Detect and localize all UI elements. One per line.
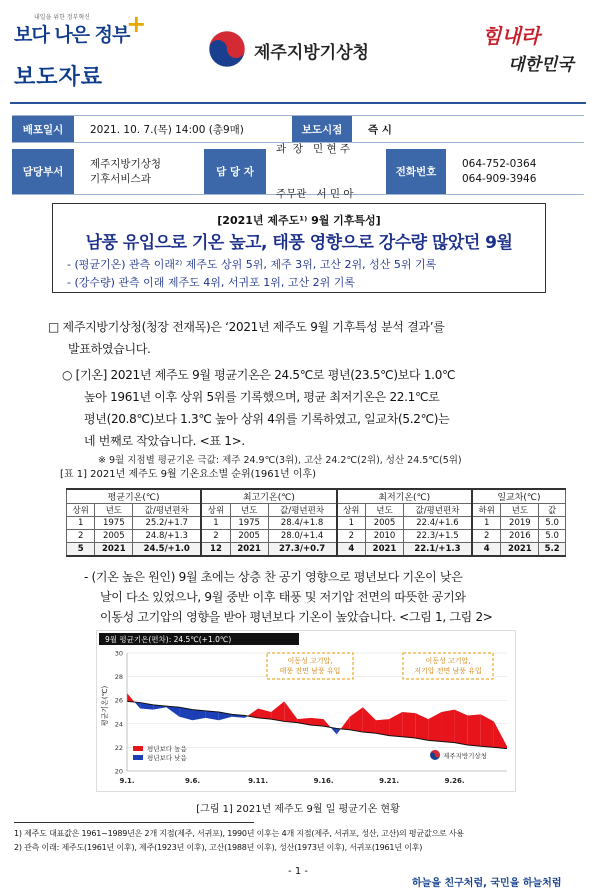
- cause-paragraph-line1: - (기온 높은 원인) 9월 초에는 상층 찬 공기 영향으로 평년보다 기온이 낮은: [84, 570, 463, 584]
- subhead: 상위: [67, 504, 95, 517]
- subhead: 년도: [95, 504, 133, 517]
- area-below-normal: [337, 729, 341, 735]
- y-tick-label: 30: [114, 649, 123, 658]
- table-cell: 22.1/+1.3: [403, 543, 471, 556]
- table-cell: 25.2/+1.7: [133, 517, 201, 530]
- phone-label: 전화번호: [386, 149, 446, 194]
- table-cell: 2021: [366, 543, 404, 556]
- subhead: 상위: [201, 504, 230, 517]
- header-divider: [10, 102, 586, 104]
- table-cell: 5.0: [539, 517, 566, 530]
- figure1-caption: [그림 1] 2021년 제주도 9월 일 평균기온 현황: [196, 804, 400, 815]
- chart-areas: [127, 693, 507, 748]
- motto-line2: 대한민국: [508, 55, 574, 75]
- press-time-value: 즉 시: [368, 123, 392, 136]
- x-tick-label: 9.6.: [184, 777, 201, 785]
- person-label: 담 당 자: [204, 149, 266, 194]
- summary-bullet-temp: - (평균기온) 관측 이래²⁾ 제주도 상위 5위, 제주 3위, 고산 2위, 성산 5위 기록: [67, 258, 437, 271]
- chart-agency-mark: 제주지방기상청: [443, 752, 487, 760]
- table-cell: 2: [337, 530, 366, 543]
- subhead: 년도: [230, 504, 268, 517]
- table-cell: 27.3/+0.7: [268, 543, 336, 556]
- release-value: 2021. 10. 7.(목) 14:00 (총9매): [90, 123, 244, 136]
- subhead: 값/평년편차: [268, 504, 336, 517]
- table-row: [67, 517, 566, 530]
- table-cell: 4: [472, 543, 501, 556]
- chart-ylabel: 평균기온(℃): [101, 685, 109, 727]
- gov-innovation-slogan-small: 내일을 위한 정부혁신: [34, 14, 90, 21]
- table-cell: 1: [337, 517, 366, 530]
- table-cell: 1975: [95, 517, 133, 530]
- group-diurnal-range: 일교차(℃): [472, 489, 566, 504]
- area-above-normal: [341, 717, 350, 730]
- slogan-text: 보다 나은 정부: [14, 24, 130, 46]
- intro-paragraph-line1: □ 제주지방기상청(청장 전재목)은 ‘2021년 제주도 9월 기후특성 분석 결과’를: [48, 320, 445, 334]
- temperature-paragraph-line3: 평년(20.8℃)보다 1.3℃ 높아 상위 4위를 기록하였고, 일교차(5.2℃)는: [84, 412, 450, 426]
- table-cell: 2019: [501, 517, 539, 530]
- summary-bullet-precip: - (강수량) 관측 이래 제주도 4위, 서귀포 1위, 고산 2위 기록: [67, 276, 356, 289]
- annotation1-line2: 태풍 전면 남풍 유입: [279, 667, 341, 675]
- table-cell: 5.0: [539, 530, 566, 543]
- subhead: 값/평년편차: [133, 504, 201, 517]
- table-cell: 1: [201, 517, 230, 530]
- table-cell: 28.4/+1.8: [268, 517, 336, 530]
- table-cell: 22.3/+1.5: [403, 530, 471, 543]
- area-above-normal: [441, 710, 454, 743]
- phone-value-line2: 064-909-3946: [462, 172, 537, 185]
- area-below-normal: [166, 706, 179, 717]
- cause-paragraph-line3: 이동성 고기압의 영향을 받아 평년보다 기온이 높았습니다. <그림 1, 그림 2>: [100, 610, 493, 624]
- area-above-normal: [468, 714, 481, 746]
- info-row-contact: [12, 142, 584, 200]
- x-tick-label: 9.26.: [444, 777, 465, 785]
- table-cell: 1975: [230, 517, 268, 530]
- station-extremes-note: ※ 9월 지점별 평균기온 극값: 제주 24.9℃(3위), 고산 24.2℃(2위), 성산 24.5℃(5위): [98, 455, 462, 466]
- page-number: - 1 -: [288, 866, 308, 877]
- kma-emblem-icon: [208, 30, 246, 68]
- plus-icon: +: [126, 10, 146, 38]
- table-cell: 5.2: [539, 543, 566, 556]
- motto-line1: 힘내라: [482, 24, 540, 48]
- table-cell: 2005: [366, 517, 404, 530]
- subhead: 상위: [337, 504, 366, 517]
- annotation1-line1: 이동성 고기압,: [287, 657, 333, 665]
- x-tick-label: 9.11.: [248, 777, 269, 785]
- press-time-label: 보도시점: [292, 116, 352, 142]
- dept-value-line1: 제주지방기상청: [90, 157, 162, 170]
- y-tick-label: 22: [114, 743, 123, 752]
- x-tick-label: 9.16.: [313, 777, 334, 785]
- phone-value: [446, 157, 584, 187]
- legend-low-swatch: [133, 755, 143, 760]
- release-info-table: [12, 115, 584, 200]
- table-subheader: [67, 504, 566, 517]
- area-above-normal: [350, 707, 363, 732]
- y-tick-label: 20: [114, 767, 123, 776]
- table-cell: 2021: [230, 543, 268, 556]
- table-cell: 22.4/+1.6: [403, 517, 471, 530]
- table-cell: 2005: [95, 530, 133, 543]
- person-value-line2: 주무관 서 민 아: [276, 187, 354, 200]
- area-below-normal: [135, 702, 140, 708]
- y-tick-label: 24: [114, 720, 123, 729]
- area-above-normal: [428, 712, 441, 742]
- subhead: 년도: [501, 504, 539, 517]
- subhead: 년도: [366, 504, 404, 517]
- area-above-normal: [258, 708, 271, 719]
- temperature-paragraph-line1: ○ [기온] 2021년 제주도 9월 평균기온은 24.5℃로 평년(23.5℃)보다 1.0℃: [62, 368, 456, 382]
- area-above-normal: [494, 721, 507, 748]
- table-cell: 1: [472, 517, 501, 530]
- chart-title: 9월 평균기온(편차): 24.5℃(+1.0℃): [105, 635, 232, 644]
- footnote-2: 2) 관측 이래: 제주도(1961년 이후), 제주(1923년 이후), 고산(1988년 이후), 성산(1973년 이후), 서귀포(1961년 이후): [14, 843, 423, 852]
- legend-low-label: 평년보다 낮음: [147, 754, 187, 762]
- table-cell: 2016: [501, 530, 539, 543]
- legend-high-swatch: [133, 746, 143, 751]
- subhead: 값/평년편차: [403, 504, 471, 517]
- table-cell: 2005: [230, 530, 268, 543]
- figure1-daily-temperature-chart: [96, 630, 516, 792]
- phone-value-line1: 064-752-0364: [462, 157, 537, 170]
- table-cell: 2: [201, 530, 230, 543]
- temperature-paragraph-line4: 네 번째로 작았습니다. <표 1>.: [84, 434, 245, 448]
- dept-value: [74, 157, 204, 187]
- group-max-temp: 최고기온(℃): [201, 489, 336, 504]
- legend-high-label: 평년보다 높음: [147, 745, 187, 753]
- y-tick-label: 28: [114, 673, 123, 682]
- annotation2-line2: 저기압 전면 남풍 유입: [414, 667, 482, 675]
- area-above-normal: [415, 713, 428, 740]
- area-below-normal: [193, 710, 206, 721]
- table-cell: 24.5/+1.0: [133, 543, 201, 556]
- table-cell: 2: [472, 530, 501, 543]
- table-cell: 12: [201, 543, 230, 556]
- area-above-normal: [389, 712, 402, 737]
- table-cell: 2010: [366, 530, 404, 543]
- table-cell: 28.0/+1.4: [268, 530, 336, 543]
- area-above-normal: [455, 710, 468, 745]
- document-type-title: 보도자료: [14, 65, 104, 90]
- cause-paragraph-line2: 날이 다소 있었으나, 9월 중반 이후 태풍 및 저기압 전면의 따뜻한 공기와: [100, 590, 466, 604]
- area-above-normal: [402, 712, 415, 738]
- x-tick-label: 9.21.: [379, 777, 400, 785]
- area-above-normal: [481, 714, 494, 747]
- table-cell: 4: [337, 543, 366, 556]
- dept-value-line2: 기후서비스과: [90, 172, 151, 185]
- table-cell: 1: [67, 517, 95, 530]
- temperature-ranking-table: [66, 488, 566, 557]
- area-above-normal: [363, 707, 376, 733]
- area-above-normal: [271, 701, 284, 721]
- subhead: 하위: [472, 504, 501, 517]
- y-tick-label: 26: [114, 696, 123, 705]
- table1-caption: [표 1] 2021년 제주도 9월 기온요소별 순위(1961년 이후): [60, 469, 317, 480]
- dept-label: 담당부서: [12, 149, 74, 194]
- group-mean-temp: 평균기온(℃): [67, 489, 202, 504]
- temperature-paragraph-line2: 높아 1961년 이후 상위 5위를 기록했으며, 평균 최저기온은 22.1℃로: [84, 390, 440, 404]
- summary-box: [52, 203, 546, 293]
- summary-subtitle: [2021년 제주도¹⁾ 9월 기후특성]: [217, 214, 381, 227]
- table-cell: 24.8/+1.3: [133, 530, 201, 543]
- table-cell: 2021: [501, 543, 539, 556]
- footnote-1: 1) 제주도 대표값은 1961~1989년은 2개 지점(제주, 서귀포), 1990년 이후는 4개 지점(제주, 서귀포, 성산, 고산)의 평균값으로 사용: [14, 829, 464, 838]
- chart-svg: [97, 631, 517, 793]
- subhead: 값: [539, 504, 566, 517]
- footnote-divider: [14, 822, 254, 823]
- table-group-header: [67, 489, 566, 504]
- table-cell: 2021: [95, 543, 133, 556]
- agency-name: 제주지방기상청: [254, 43, 369, 63]
- annotation2-line1: 이동성 고기압,: [425, 657, 471, 665]
- area-above-normal: [127, 693, 135, 702]
- summary-headline: 남풍 유입으로 기온 높고, 태풍 영향으로 강수량 많았던 9월: [85, 233, 513, 253]
- x-tick-label: 9.1.: [119, 777, 135, 785]
- person-value-line1: 과 장 민 현 주: [276, 142, 351, 155]
- table-cell: 5: [67, 543, 95, 556]
- table-cell: 2: [67, 530, 95, 543]
- intro-paragraph-line2: 발표하였습니다.: [68, 342, 151, 356]
- release-label: 배포일시: [12, 116, 74, 142]
- table-row: [67, 530, 566, 543]
- area-above-normal: [284, 701, 297, 722]
- footer-tagline: 하늘을 친구처럼, 국민을 하늘처럼: [412, 878, 562, 889]
- group-min-temp: 최저기온(℃): [337, 489, 472, 504]
- table-row-2021: [67, 543, 566, 556]
